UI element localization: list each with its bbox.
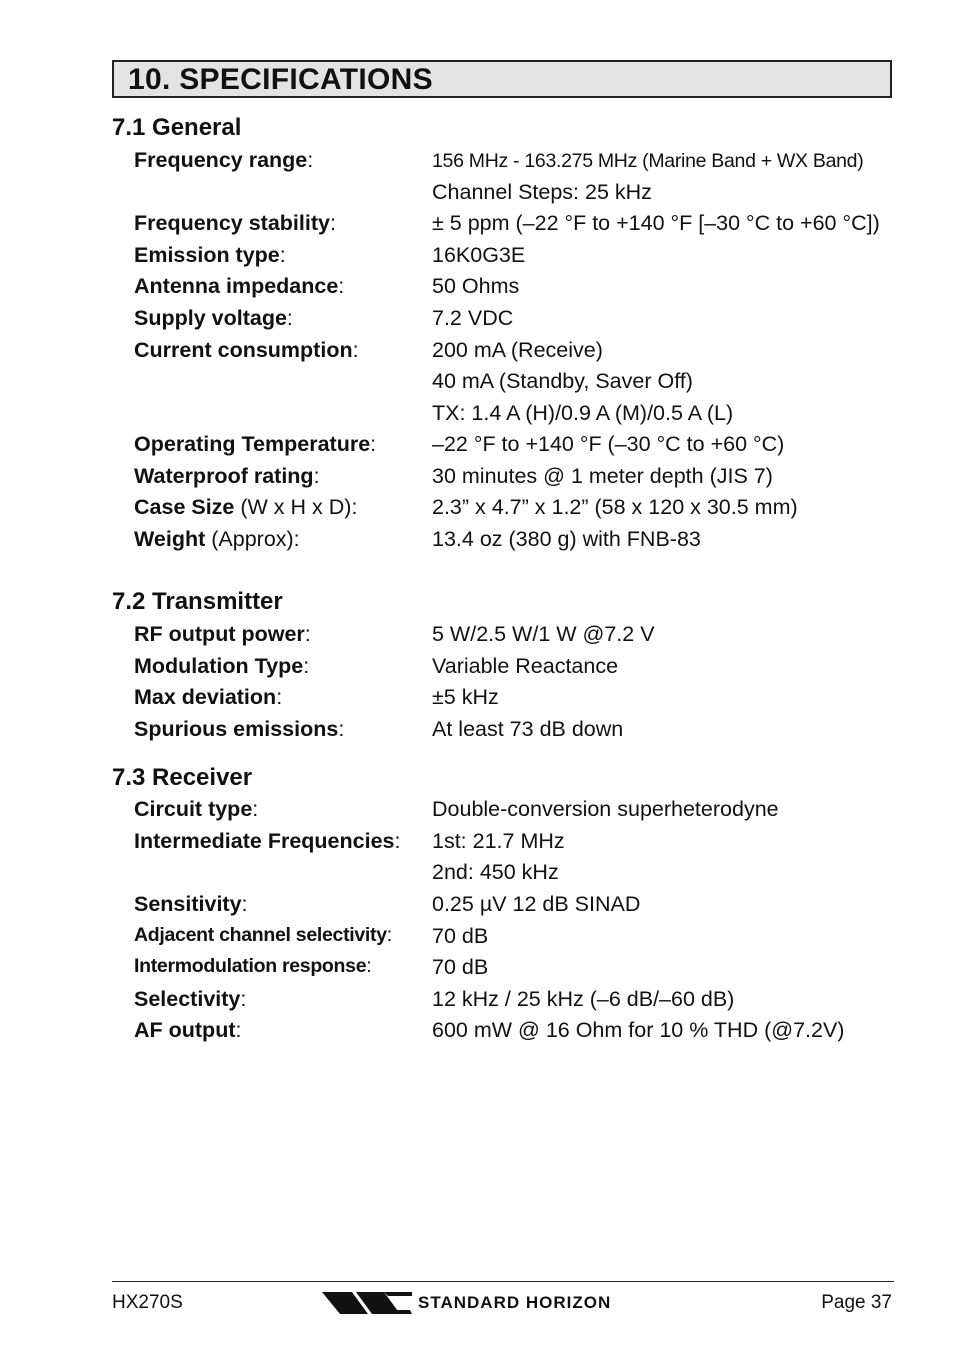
spec-label: Current consumption — [134, 338, 353, 362]
section-heading-receiver: 7.3 Receiver — [112, 764, 253, 791]
spec-value: ± 5 ppm (–22 °F to +140 °F [–30 °C to +60 °C]) — [432, 211, 880, 235]
spec-value: Channel Steps: 25 kHz — [432, 180, 652, 204]
spec-label: Frequency range — [134, 148, 308, 172]
spec-value: 70 dB — [432, 924, 489, 948]
spec-label: Frequency stability — [134, 211, 330, 235]
spec-label: Selectivity — [134, 987, 241, 1011]
spec-label: Spurious emissions — [134, 717, 339, 741]
spec-label: Supply voltage — [134, 306, 287, 330]
brand-name: STANDARD HORIZON — [418, 1293, 612, 1312]
spec-value: 1st: 21.7 MHz — [432, 829, 565, 853]
spec-label: AF output — [134, 1018, 236, 1042]
spec-label: Modulation Type — [134, 654, 304, 678]
spec-value: 16K0G3E — [432, 243, 526, 267]
spec-label: Case Size — [134, 495, 235, 519]
section-heading-general: 7.1 General — [112, 114, 242, 141]
spec-value: 600 mW @ 16 Ohm for 10 % THD (@7.2V) — [432, 1018, 845, 1042]
spec-value: 5 W/2.5 W/1 W @7.2 V — [432, 622, 655, 646]
section-heading-transmitter: 7.2 Transmitter — [112, 588, 283, 615]
brand-logo-icon — [322, 1288, 412, 1318]
spec-value: 200 mA (Receive) — [432, 338, 603, 362]
footer-model: HX270S — [112, 1292, 183, 1313]
spec-label: Waterproof rating — [134, 464, 314, 488]
spec-value: 156 MHz - 163.275 MHz (Marine Band + WX Band) — [432, 150, 864, 172]
page-title-box — [112, 60, 892, 98]
spec-label: Intermodulation response — [134, 955, 367, 977]
spec-value: ±5 kHz — [432, 685, 499, 709]
spec-value: –22 °F to +140 °F (–30 °C to +60 °C) — [432, 432, 785, 456]
page-number: Page 37 — [821, 1292, 892, 1313]
spec-label: Intermediate Frequencies — [134, 829, 395, 853]
spec-value: 0.25 µV 12 dB SINAD — [432, 892, 641, 916]
spec-value: Double-conversion superheterodyne — [432, 797, 779, 821]
spec-value: 13.4 oz (380 g) with FNB-83 — [432, 527, 701, 551]
spec-label: Emission type — [134, 243, 280, 267]
spec-label: Circuit type — [134, 797, 253, 821]
spec-label: Weight — [134, 527, 206, 551]
spec-value: 30 minutes @ 1 meter depth (JIS 7) — [432, 464, 773, 488]
spec-label: Operating Temperature — [134, 432, 371, 456]
spec-value: 40 mA (Standby, Saver Off) — [432, 369, 693, 393]
spec-value: Variable Reactance — [432, 654, 619, 678]
spec-value: 12 kHz / 25 kHz (–6 dB/–60 dB) — [432, 987, 735, 1011]
spec-label: Max deviation — [134, 685, 277, 709]
footer-divider — [112, 1281, 894, 1282]
spec-label: Sensitivity — [134, 892, 242, 916]
page-title: 10. SPECIFICATIONS — [128, 63, 433, 96]
spec-value: 2.3” x 4.7” x 1.2” (58 x 120 x 30.5 mm) — [432, 495, 798, 519]
spec-value: 7.2 VDC — [432, 306, 514, 330]
spec-label: RF output power — [134, 622, 305, 646]
spec-value: 70 dB — [432, 955, 489, 979]
spec-value: 50 Ohms — [432, 274, 520, 298]
spec-value: TX: 1.4 A (H)/0.9 A (M)/0.5 A (L) — [432, 401, 734, 425]
spec-label: Adjacent channel selectivity — [134, 924, 387, 946]
spec-value: 2nd: 450 kHz — [432, 860, 559, 884]
spec-label: Antenna impedance — [134, 274, 339, 298]
spec-value: At least 73 dB down — [432, 717, 624, 741]
